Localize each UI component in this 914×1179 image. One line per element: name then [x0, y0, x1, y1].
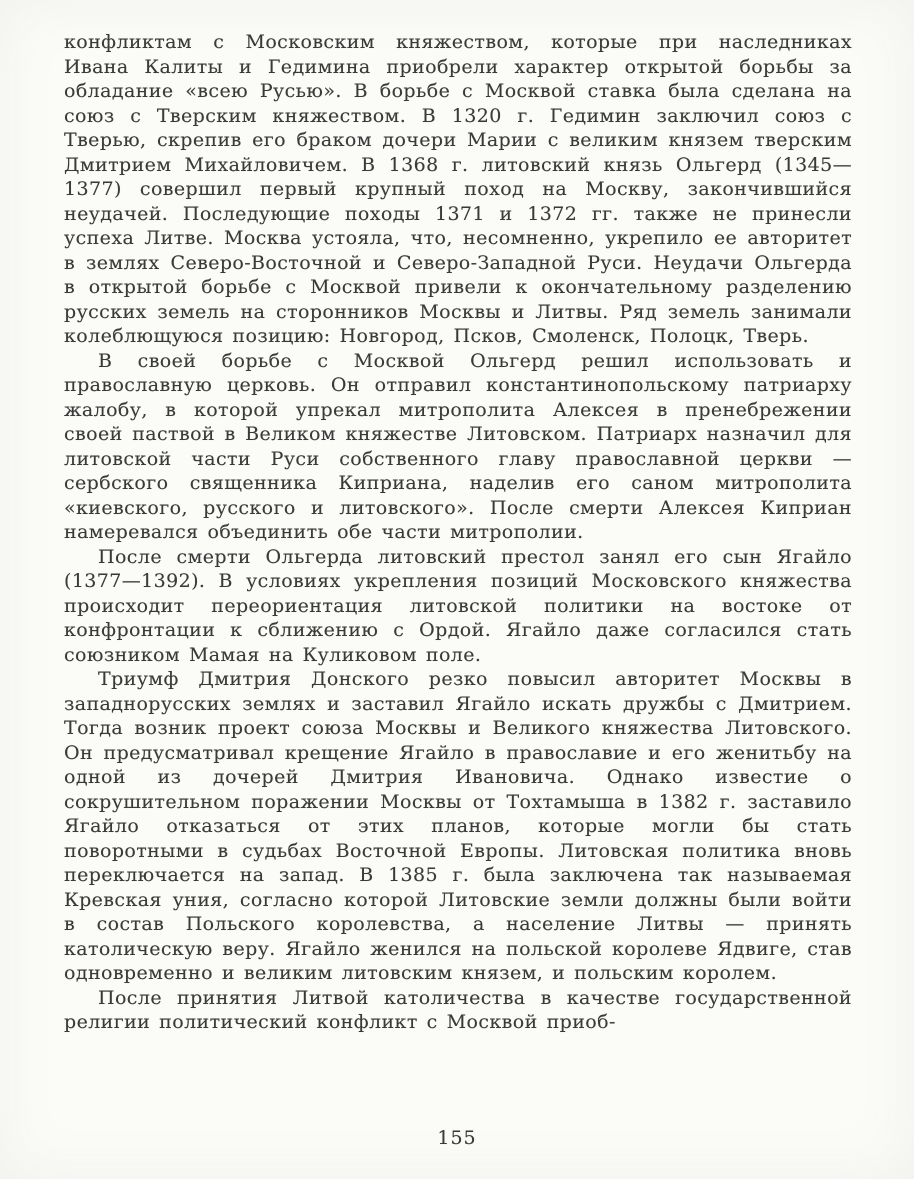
page-text — [64, 30, 852, 1035]
paragraph: Триумф Дмитрия Донского резко повысил авторитет Москвы в западнорусских землях и заставил Ягайло искать дружбы с Дмитрием. Тогда возник проект союза Москвы и Великого княжества Литовского. Он предусматривал крещение Ягайло в православие и его женитьбу на одной из дочерей Дмитрия Ивановича. Однако известие о сокрушительном поражении Москвы от Тохтамыша в 1382 г. заставило Ягайло отказаться от этих планов, которые могли бы стать поворотными в судьбах Восточной Европы. Литовская политика вновь переключается на запад. В 1385 г. была заключена так называемая Кревская уния, согласно которой Литовские земли должны были войти в состав Польского королевства, а население Литвы — принять католическую веру. Ягайло женился на польской королеве Ядвиге, став одновременно и великим литовским князем, и польским королем. — [64, 668, 852, 984]
paragraph-continuation: конфликтам с Московским княжеством, которые при наследниках Ивана Калиты и Гедимина приобрели характер открытой борьбы за обладание «всею Русью». В борьбе с Москвой ставка была сделана на союз с Тверским княжеством. В 1320 г. Гедимин заключил союз с Тверью, скрепив его браком дочери Марии с великим князем тверским Дмитрием Михайловичем. В 1368 г. литовский князь Ольгерд (1345— 1377) совершил первый крупный поход на Москву, закончившийся неудачей. Последующие походы 1371 и 1372 гг. также не принесли успеха Литве. Москва устояла, что, несомненно, укрепило ее авторитет в землях Северо-Восточной и Северо-Западной Руси. Неудачи Ольгерда в открытой борьбе с Москвой привели к окончательному разделению русских земель на сторонников Москвы и Литвы. Ряд земель занимали колеблющуюся позицию: Новгород, Псков, Смоленск, Полоцк, Тверь. — [64, 31, 852, 347]
paragraph: В своей борьбе с Москвой Ольгерд решил использовать и православную церковь. Он отправил константинопольскому патриарху жалобу, в которой упрекал митрополита Алексея в пренебрежении своей паствой в Великом княжестве Литовском. Патриарх назначил для литовской части Руси собственного главу православной церкви — сербского священника Киприана, наделив его саном митрополита «киевского, русского и литовского». После смерти Алексея Киприан намеревался объединить обе части митрополии. — [64, 349, 852, 543]
paragraph: После смерти Ольгерда литовский престол занял его сын Ягайло (1377—1392). В условиях укрепления позиций Московского княжества происходит переориентация литовской политики на востоке от конфронтации к сближению с Ордой. Ягайло даже согласился стать союзником Мамая на Куликовом поле. — [64, 545, 852, 666]
page-number: 155 — [437, 1127, 477, 1149]
paragraph: После принятия Литвой католичества в качестве государственной религии политический конфликт с Москвой приоб- — [64, 986, 852, 1033]
